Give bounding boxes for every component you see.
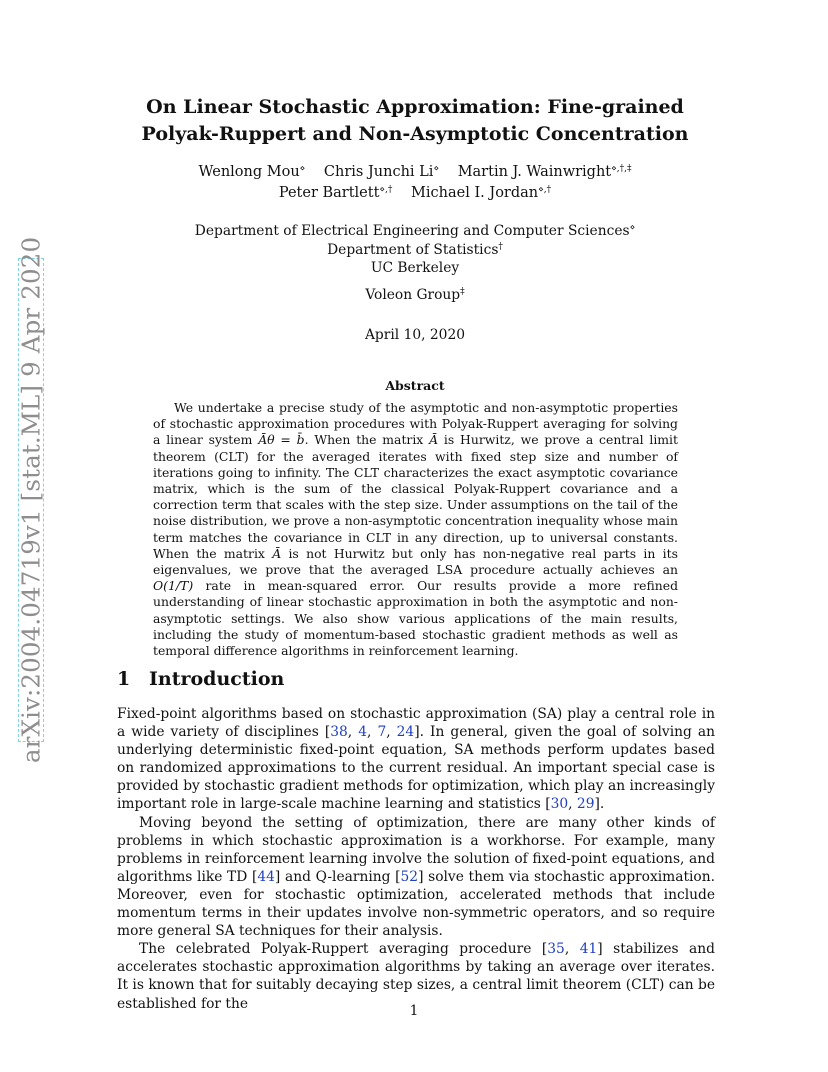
citation-link[interactable]: 29 [576, 796, 595, 813]
affiliation-voleon: Voleon Group‡ [365, 287, 465, 303]
author: Wenlong Mou⋄ [198, 164, 306, 180]
author: Chris Junchi Li⋄ [323, 164, 440, 180]
citation-link[interactable]: 38 [330, 724, 348, 741]
body-paragraph: Fixed-point algorithms based on stochastic approximation (SA) play a central role in a wide variety of disciplines [38, 4, 7, 24]. In general, given the goal of solving an underlying deterministic fixed-point equation, SA methods perform updates based on randomized approximations to the current residual. An important special case is provided by stochastic gradient methods for optimization, which play an increasingly important role in large-scale machine learning and statistics [30, 29]. [117, 706, 716, 813]
section-heading [117, 668, 284, 690]
author: Martin J. Wainwright⋄,†,‡ [457, 164, 632, 180]
paper-date: April 10, 2020 [364, 327, 466, 343]
math: Āθ = b̄ [258, 432, 305, 448]
author-list [120, 162, 710, 204]
introduction-body [117, 705, 715, 1013]
author-row-2 [120, 183, 710, 204]
affiliations [120, 222, 710, 278]
page-number: 1 [409, 1003, 419, 1019]
citation-link[interactable]: 35 [547, 941, 565, 958]
arxiv-stamp [16, 236, 46, 764]
citation-link[interactable]: 7 [377, 724, 387, 741]
citation-link[interactable]: 41 [579, 941, 598, 958]
citation-link[interactable]: 4 [358, 724, 367, 741]
section-title: Introduction [149, 668, 285, 690]
section-number: 1 [117, 668, 131, 690]
author: Peter Bartlett⋄,† [278, 185, 393, 201]
title-line-2: Polyak-Ruppert and Non-Asymptotic Concentration [141, 123, 689, 145]
abstract-text: We undertake a precise study of the asymptotic and non-asymptotic properties of stochastic approximation procedures with Polyak-Ruppert averaging for solving a linear system Āθ = b̄. When the matrix Ā is Hurwitz, we prove a central limit theorem (CLT) for the averaged iterates with fixed step size and number of iterations going to infinity. The CLT characterizes the exact asymptotic covariance matrix, which is the sum of the classical Polyak-Ruppert covariance and a correction term that scales with the step size. Under assumptions on the tail of the noise distribution, we prove a non-asymptotic concentration inequality whose main term matches the covariance in CLT in any direction, up to universal constants. When the matrix Ā is not Hurwitz but only has non-negative real parts in its eigenvalues, we prove that the averaged LSA procedure actually achieves an O(1/T) rate in mean-squared error. Our results provide a more refined understanding of linear stochastic approximation in both the asymptotic and non-asymptotic settings. We also show various applications of the main results, including the study of momentum-based stochastic gradient methods as well as temporal difference algorithms in reinforcement learning. [153, 400, 678, 659]
citation-link[interactable]: 52 [400, 868, 419, 885]
affiliation-university: UC Berkeley [370, 260, 460, 276]
arxiv-id: arXiv:2004.04719v1 [stat.ML] 9 Apr 2020 [16, 236, 46, 764]
citation-link[interactable]: 44 [257, 868, 275, 885]
math: Ā [429, 432, 439, 448]
citation-link[interactable]: 24 [396, 724, 415, 741]
math: Ā [272, 545, 282, 561]
citation-link[interactable]: 30 [550, 796, 569, 813]
math: O(1/T) [153, 578, 194, 594]
body-paragraph: Moving beyond the setting of optimization, there are many other kinds of problems in which stochastic approximation is a workhorse. For example, many problems in reinforcement learning involve the solution of fixed-point equations, and algorithms like TD [44] and Q-learning [52] solve them via stochastic approximation. Moreover, even for stochastic optimization, accelerated methods that include momentum terms in their updates involve non-symmetric operators, and so require more general SA techniques for their analysis. [117, 814, 715, 940]
affiliation-eecs: Department of Electrical Engineering and Computer Sciences⋄ [194, 223, 636, 239]
title-line-1: On Linear Stochastic Approximation: Fine-grained [146, 96, 684, 118]
paper-title [120, 94, 710, 148]
author-row-1 [120, 162, 710, 183]
body-paragraph: The celebrated Polyak-Ruppert averaging procedure [35, 41] stabilizes and accelerates stochastic approximation algorithms by taking an average over iterates. It is known that for suitably decaying step sizes, a central limit theorem (CLT) can be established for the [117, 941, 715, 1012]
author: Michael I. Jordan⋄,† [411, 185, 552, 201]
affiliation-statistics: Department of Statistics† [327, 241, 503, 258]
abstract-heading: Abstract [385, 378, 445, 393]
